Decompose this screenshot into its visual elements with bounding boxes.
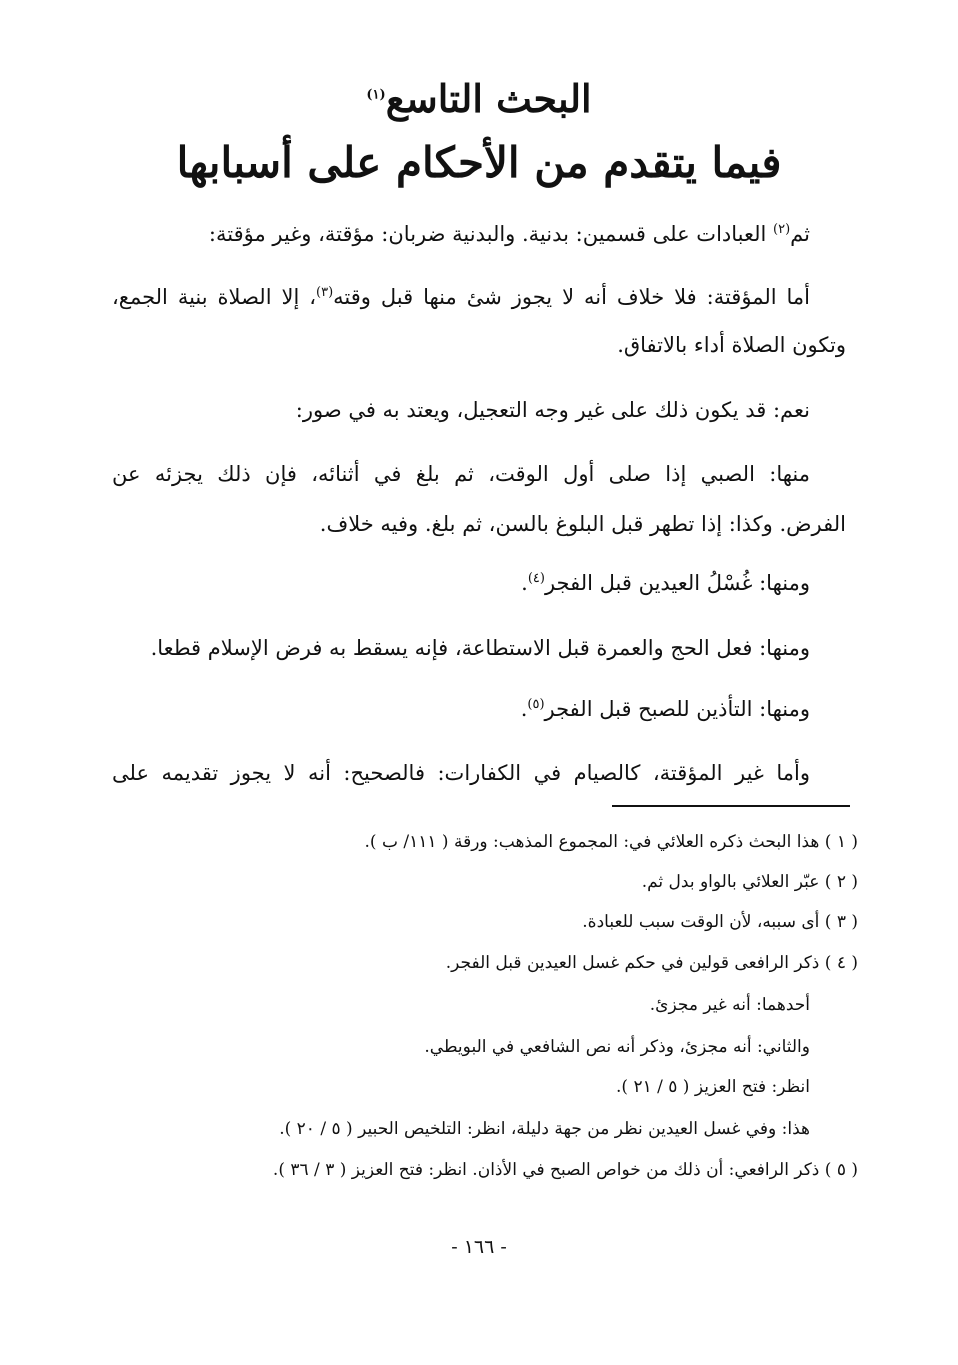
page-number: - ١٦٦ - [451,1236,507,1258]
footnote-marker-4: (٤) [527,571,545,586]
footnote-separator [612,805,850,807]
paragraph-1-rest: العبادات على قسمين: بدنية. والبدنية ضربان: مؤقتة، وغير مؤقتة: [208,222,774,246]
footnote-4-line-c: انظر: فتح العزيز ( ٥ / ٢١ ). [616,1077,810,1097]
paragraph-1 [209,222,810,246]
footnote-marker-3: (٣) [316,285,334,300]
footnote-4-line-a: أحدهما: أنه غير مجزئ. [649,995,810,1015]
paragraph-8: وأما غير المؤقتة، كالصيام في الكفارات: فالصحيح: أنه لا يجوز تقديمه على [112,761,810,785]
paragraph-7-rest: . [520,697,528,721]
paragraph-4-line-2: الفرض. وكذا: إذا تطهر قبل البلوغ بالسن، ثم بلغ. وفيه خلاف. [319,512,846,536]
paragraph-5-rest: . [521,571,528,595]
paragraph-2-line-1 [112,285,810,309]
footnote-marker-5: (٥) [527,697,545,712]
footnote-5: ( ٥ ) ذكر الرافعي: أن ذلك من خواص الصبح في الأذان. انظر: فتح العزيز ( ٣ / ٣٦ ). [272,1160,858,1180]
paragraph-7 [521,697,810,721]
paragraph-3: نعم: قد يكون ذلك على غير وجه التعجيل، ويعتد به في صور: [295,398,810,422]
paragraph-2-rest: ، إلا الصلاة بنية الجمع، [112,285,317,309]
footnote-4: ( ٤ ) ذكر الرافعى قولين في حكم غسل العيدين قبل الفجر. [445,953,858,973]
paragraph-1-start: ثم [790,222,810,246]
footnote-1: ( ١ ) هذا البحث ذكره العلائي في: المجموع المذهب: ورقة ( ١١١/ ب ). [364,832,858,852]
footnote-4-line-b: والثاني: أنه مجزئ، وذكر أنه نص الشافعي في البويطي. [424,1037,810,1057]
paragraph-5-start: ومنها: غُسْلُ العيدين قبل الفجر [544,571,810,595]
footnote-2: ( ٢ ) عبّر العلائي بالواو بدل ثم. [641,872,858,892]
paragraph-4-line-1: منها: الصبي إذا صلى أول الوقت، ثم بلغ في أثنائه، فإن ذلك يجزئه عن [112,462,810,486]
section-subtitle: فيما يتقدم من الأحكام على أسبابها [176,138,782,187]
paragraph-2-line-2: وتكون الصلاة أداء بالاتفاق. [617,333,846,357]
footnote-marker-2: (٢) [773,222,791,237]
paragraph-5 [521,571,810,595]
section-title-text: البحث التاسع [385,76,592,121]
footnote-marker-1: (١) [366,87,386,103]
footnote-4-line-d: هذا: وفي غسل العيدين نظر من جهة دليلة، انظر: التلخيص الحبير ( ٥ / ٢٠ ). [279,1119,810,1139]
paragraph-2-start: أما المؤقتة: فلا خلاف أنه لا يجوز شئ منها قبل وقته [333,285,810,309]
paragraph-6: ومنها: فعل الحج والعمرة قبل الاستطاعة، فإنه يسقط به فرض الإسلام قطعا. [150,636,810,660]
paragraph-7-start: ومنها: التأذين للصبح قبل الفجر [544,697,810,721]
footnote-3: ( ٣ ) أى سببه، لأن الوقت سبب للعبادة. [582,912,858,932]
section-title [0,76,958,121]
